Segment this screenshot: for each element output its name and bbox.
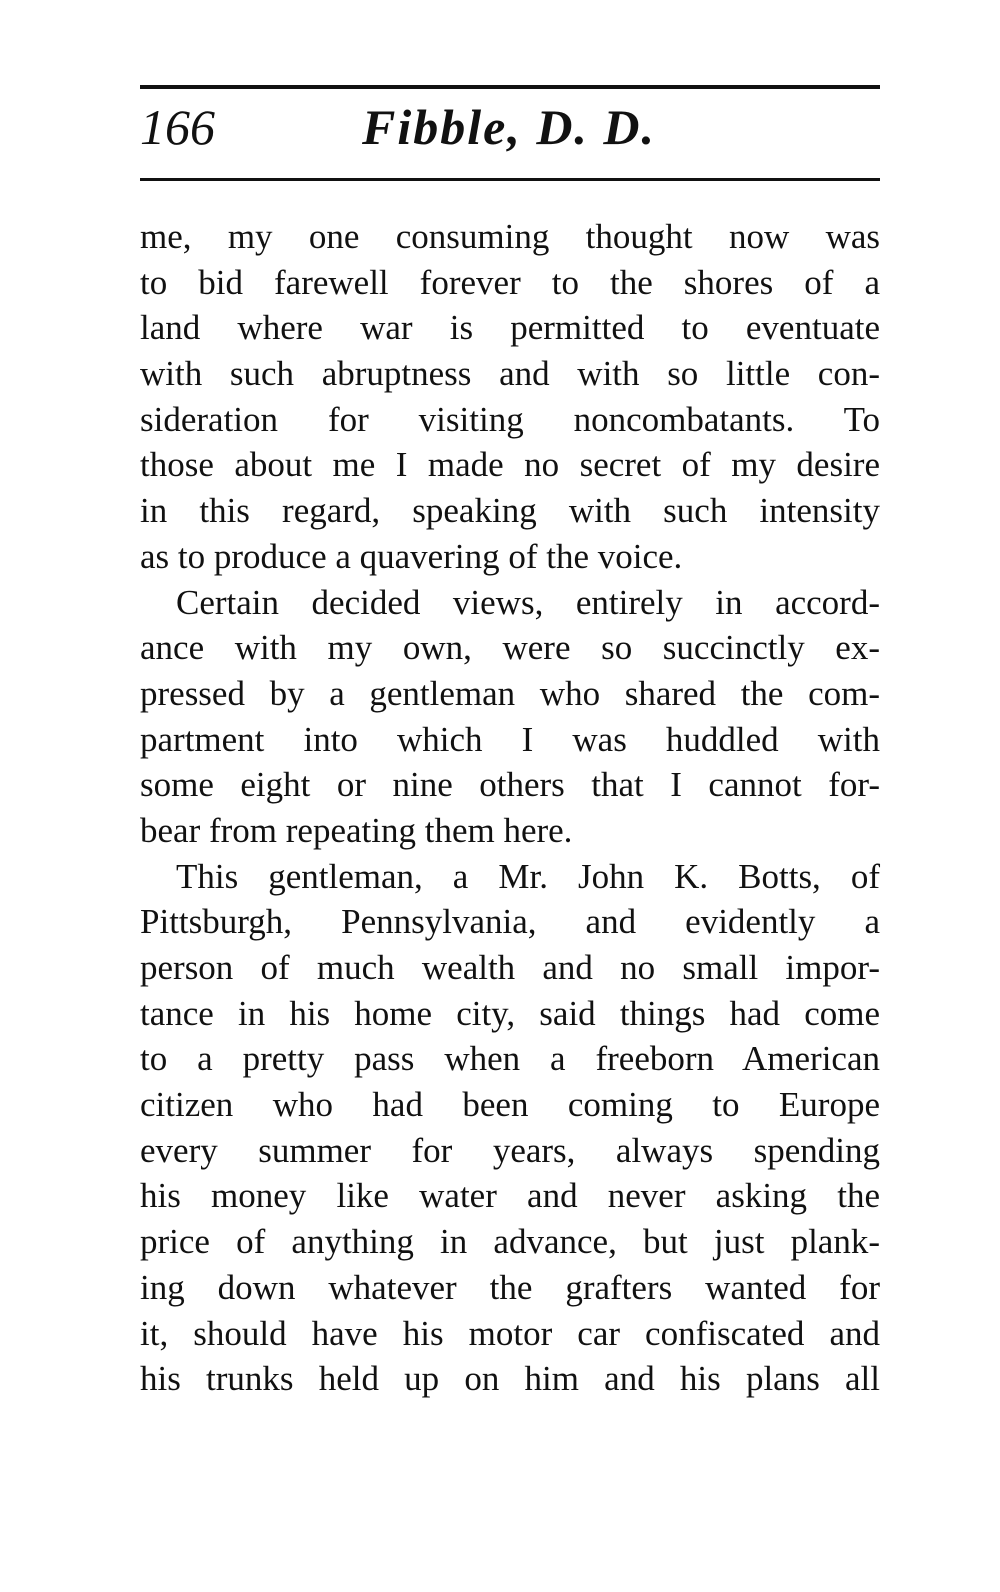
header-rule-top [140, 85, 880, 89]
text-line: with such abruptness and with so little con- [140, 354, 880, 394]
header-rule-bottom [140, 178, 880, 181]
text-line: some eight or nine others that I cannot for- [140, 765, 880, 805]
text-line: person of much wealth and no small impor- [140, 948, 880, 987]
text-line: partment into which I was huddled with [140, 719, 880, 759]
text-line: to bid farewell forever to the shores of a [140, 262, 880, 302]
page-number: 166 [140, 99, 215, 155]
text-line: it, should have his motor car confiscated and [140, 1313, 880, 1353]
text-line: price of anything in advance, but just plank- [140, 1222, 880, 1262]
body-text [140, 214, 880, 1402]
text-line: pressed by a gentleman who shared the com- [140, 673, 880, 713]
text-line: me, my one consuming thought now was [140, 217, 880, 256]
text-line: citizen who had been coming to Europe [140, 1085, 880, 1125]
text-line: to a pretty pass when a freeborn American [140, 1039, 880, 1079]
text-line: those about me I made no secret of my desire [140, 445, 880, 485]
text-line: his trunks held up on him and his plans all [140, 1359, 880, 1399]
running-head: Fibble, D. D. [362, 99, 657, 155]
text-line: his money like water and never asking the [140, 1176, 880, 1216]
text-line: as to produce a quavering of the voice. [140, 536, 683, 576]
text-line: Pittsburgh, Pennsylvania, and evidently a [140, 902, 880, 942]
text-line: Certain decided views, entirely in accord- [176, 582, 880, 622]
text-line: This gentleman, a Mr. John K. Botts, of [176, 856, 880, 896]
text-line: every summer for years, always spending [140, 1130, 880, 1170]
text-line: land where war is permitted to eventuate [140, 308, 880, 348]
text-line: tance in his home city, said things had come [140, 993, 880, 1033]
text-line: sideration for visiting noncombatants. To [140, 399, 880, 439]
text-line: bear from repeating them here. [140, 810, 573, 850]
text-line: ing down whatever the grafters wanted for [140, 1267, 880, 1307]
page-header [140, 98, 880, 168]
text-line: in this regard, speaking with such intensity [140, 491, 880, 531]
text-line: ance with my own, were so succinctly ex- [140, 628, 880, 668]
